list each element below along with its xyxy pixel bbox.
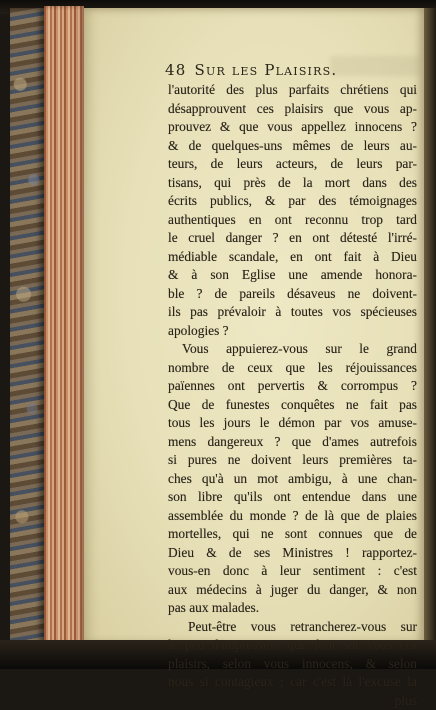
text-line: le peu d'impression que font sur vous ces — [168, 636, 417, 655]
running-title: Sur les Plaisirs. — [195, 61, 338, 79]
text-line: & à son Eglise une amende honora- — [168, 266, 417, 285]
text-line: mortelles, qui ne sont connues que de — [168, 525, 417, 544]
text-line: désapprouvent ces plaisirs que vous ap- — [168, 100, 417, 119]
text-line: son libre qu'ils ont entendue dans une — [168, 488, 417, 507]
text-line: païennes ont pervertis & corrompus ? — [168, 377, 417, 396]
text-line: plus — [168, 692, 417, 710]
text-line: écrits publics, & par des témoignages — [168, 192, 417, 211]
text-line: apologies ? — [168, 322, 417, 341]
text-line: nous si contagieux ; car c'est là l'excuse la — [168, 673, 417, 692]
text-line: Vous appuierez-vous sur le grand — [168, 340, 417, 359]
text-line: ches qu'à un mot ambigu, à une chan- — [168, 470, 417, 489]
text-line: nombre de ceux que les réjouissances — [168, 359, 417, 378]
text-line: mens dangereux ? que d'ames autrefois — [168, 433, 417, 452]
text-line: Dieu & de ses Ministres ! rapportez- — [168, 544, 417, 563]
body-text — [168, 81, 417, 710]
text-line: plaisirs, selon vous innocens, & selon — [168, 655, 417, 674]
text-line: aux médecins à juger du danger, & non — [168, 581, 417, 600]
text-line: le cruel danger ? en ont détesté l'irré- — [168, 229, 417, 248]
text-line: prouvez & que vous appellez innocens ? — [168, 118, 417, 137]
page-right-edge — [424, 8, 436, 644]
text-line: teurs, de leurs acteurs, de leurs par- — [168, 155, 417, 174]
text-line: médiable scandale, en ont fait à Dieu — [168, 248, 417, 267]
marbled-binding — [10, 8, 46, 644]
text-line: vous-en donc à leur sentiment : c'est — [168, 562, 417, 581]
page-header — [165, 61, 379, 81]
page-edges — [44, 6, 84, 644]
text-line: tisans, qui près de la mort dans des — [168, 174, 417, 193]
text-line: authentiques en ont reconnu trop tard — [168, 211, 417, 230]
text-line: ble ? de pareils désaveus ne doivent- — [168, 285, 417, 304]
text-line: l'autorité des plus parfaits chrétiens qui — [168, 81, 417, 100]
text-line: pas aux malades. — [168, 599, 417, 618]
text-line: tous les jours le démon par vos amuse- — [168, 414, 417, 433]
text-line: Peut-être vous retrancherez-vous sur — [168, 618, 417, 637]
page-number: 48 — [165, 61, 187, 79]
text-line: ils pas prévaloir à toutes vos spécieuses — [168, 303, 417, 322]
text-line: si pures ne doivent leurs premières ta- — [168, 451, 417, 470]
text-line: assemblée du monde ? de là que de plaies — [168, 507, 417, 526]
text-line: Que de funestes conquêtes ne fait pas — [168, 396, 417, 415]
text-line: & de quelques-uns mêmes de leurs au- — [168, 137, 417, 156]
